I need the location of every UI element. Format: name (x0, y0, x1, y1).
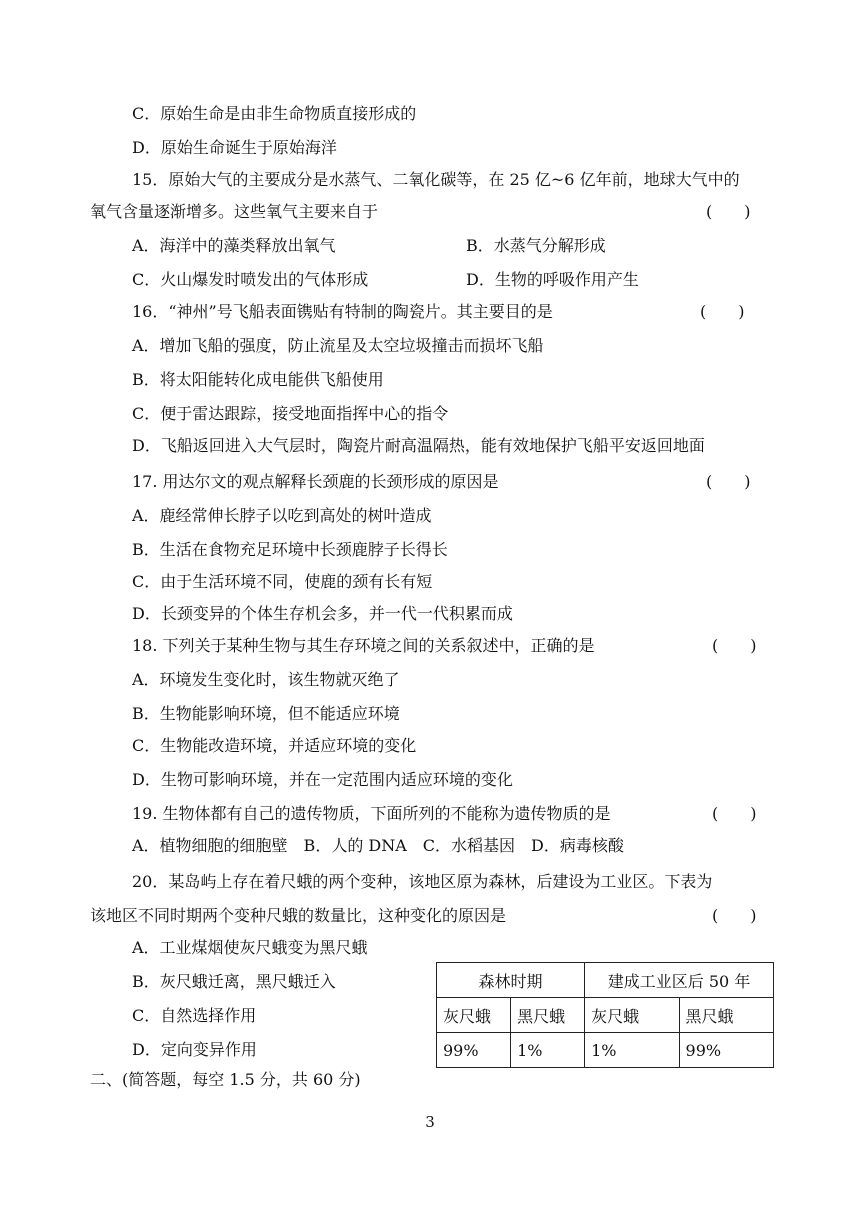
question-15: 15．原始大气的主要成分是水蒸气、二氧化碳等，在 25 亿~6 亿年前，地球大气中的 (132, 170, 740, 189)
q18-option-d: D．生物可影响环境，并在一定范围内适应环境的变化 (132, 770, 513, 789)
table-header-forest: 森林时期 (437, 963, 585, 998)
answer-bracket: ( ) (706, 202, 751, 221)
table-cell: 99% (437, 1033, 511, 1068)
q15-option-b: B．水蒸气分解形成 (466, 236, 606, 255)
option-d: D．原始生命诞生于原始海洋 (132, 138, 337, 157)
q17-option-d: D．长颈变异的个体生存机会多，并一代一代积累而成 (132, 604, 513, 623)
question-19: 19. 生物体都有自己的遗传物质，下面所列的不能称为遗传物质的是 (132, 804, 611, 823)
table-cell: 黑尺蛾 (679, 998, 773, 1033)
q20-option-d: D．定向变异作用 (132, 1040, 257, 1059)
q15-option-a: A．海洋中的藻类释放出氧气 (132, 236, 336, 255)
answer-bracket: ( ) (712, 636, 757, 655)
q15-option-d: D．生物的呼吸作用产生 (466, 270, 639, 289)
table-cell: 1% (511, 1033, 585, 1068)
question-20: 20．某岛屿上存在着尺蛾的两个变种，该地区原为森林，后建设为工业区。下表为 (132, 872, 713, 891)
q15-option-c: C．火山爆发时喷发出的气体形成 (132, 270, 369, 289)
q20-option-b: B．灰尺蛾迁离，黑尺蛾迁入 (132, 972, 336, 991)
q17-option-a: A．鹿经常伸长脖子以吃到高处的树叶造成 (132, 506, 432, 525)
table-header-industrial: 建成工业区后 50 年 (585, 963, 774, 998)
q16-option-b: B．将太阳能转化成电能供飞船使用 (132, 370, 384, 389)
question-18: 18. 下列关于某种生物与其生存环境之间的关系叙述中，正确的是 (132, 636, 595, 655)
q18-option-c: C．生物能改造环境，并适应环境的变化 (132, 736, 417, 755)
question-20-cont: 该地区不同时期两个变种尺蛾的数量比，这种变化的原因是 (90, 906, 507, 925)
answer-bracket: ( ) (712, 804, 757, 823)
q19-options: A．植物细胞的细胞壁 B．人的 DNA C．水稻基因 D．病毒核酸 (132, 836, 624, 855)
question-16: 16．“神州”号飞船表面镌贴有特制的陶瓷片。其主要目的是 (132, 302, 553, 321)
section-2-heading: 二、(简答题，每空 1.5 分，共 60 分) (90, 1070, 361, 1089)
table-cell: 1% (585, 1033, 679, 1068)
q18-option-a: A．环境发生变化时，该生物就灭绝了 (132, 670, 400, 689)
table-row (437, 998, 774, 1033)
page-number: 3 (425, 1113, 435, 1131)
q20-option-c: C．自然选择作用 (132, 1006, 257, 1025)
table-cell: 99% (679, 1033, 773, 1068)
q16-option-c: C．便于雷达跟踪，接受地面指挥中心的指令 (132, 404, 449, 423)
q20-option-a: A．工业煤烟使灰尺蛾变为黑尺蛾 (132, 938, 368, 957)
q16-option-d: D．飞船返回进入大气层时，陶瓷片耐高温隔热，能有效地保护飞船平安返回地面 (132, 436, 705, 455)
option-c: C．原始生命是由非生命物质直接形成的 (132, 104, 417, 123)
q18-option-b: B．生物能影响环境，但不能适应环境 (132, 704, 400, 723)
answer-bracket: ( ) (712, 906, 757, 925)
table-cell: 灰尺蛾 (437, 998, 511, 1033)
q17-option-c: C．由于生活环境不同，使鹿的颈有长有短 (132, 572, 433, 591)
q16-option-a: A．增加飞船的强度，防止流星及太空垃圾撞击而损坏飞船 (132, 336, 544, 355)
question-17: 17. 用达尔文的观点解释长颈鹿的长颈形成的原因是 (132, 472, 499, 491)
table-cell: 灰尺蛾 (585, 998, 679, 1033)
table-row (437, 1033, 774, 1068)
question-15-cont: 氧气含量逐渐增多。这些氧气主要来自于 (90, 202, 379, 221)
table-row (437, 963, 774, 998)
moth-ratio-table (436, 962, 774, 1068)
answer-bracket: ( ) (706, 472, 751, 491)
answer-bracket: ( ) (700, 302, 745, 321)
q17-option-b: B．生活在食物充足环境中长颈鹿脖子长得长 (132, 540, 448, 559)
table-cell: 黑尺蛾 (511, 998, 585, 1033)
